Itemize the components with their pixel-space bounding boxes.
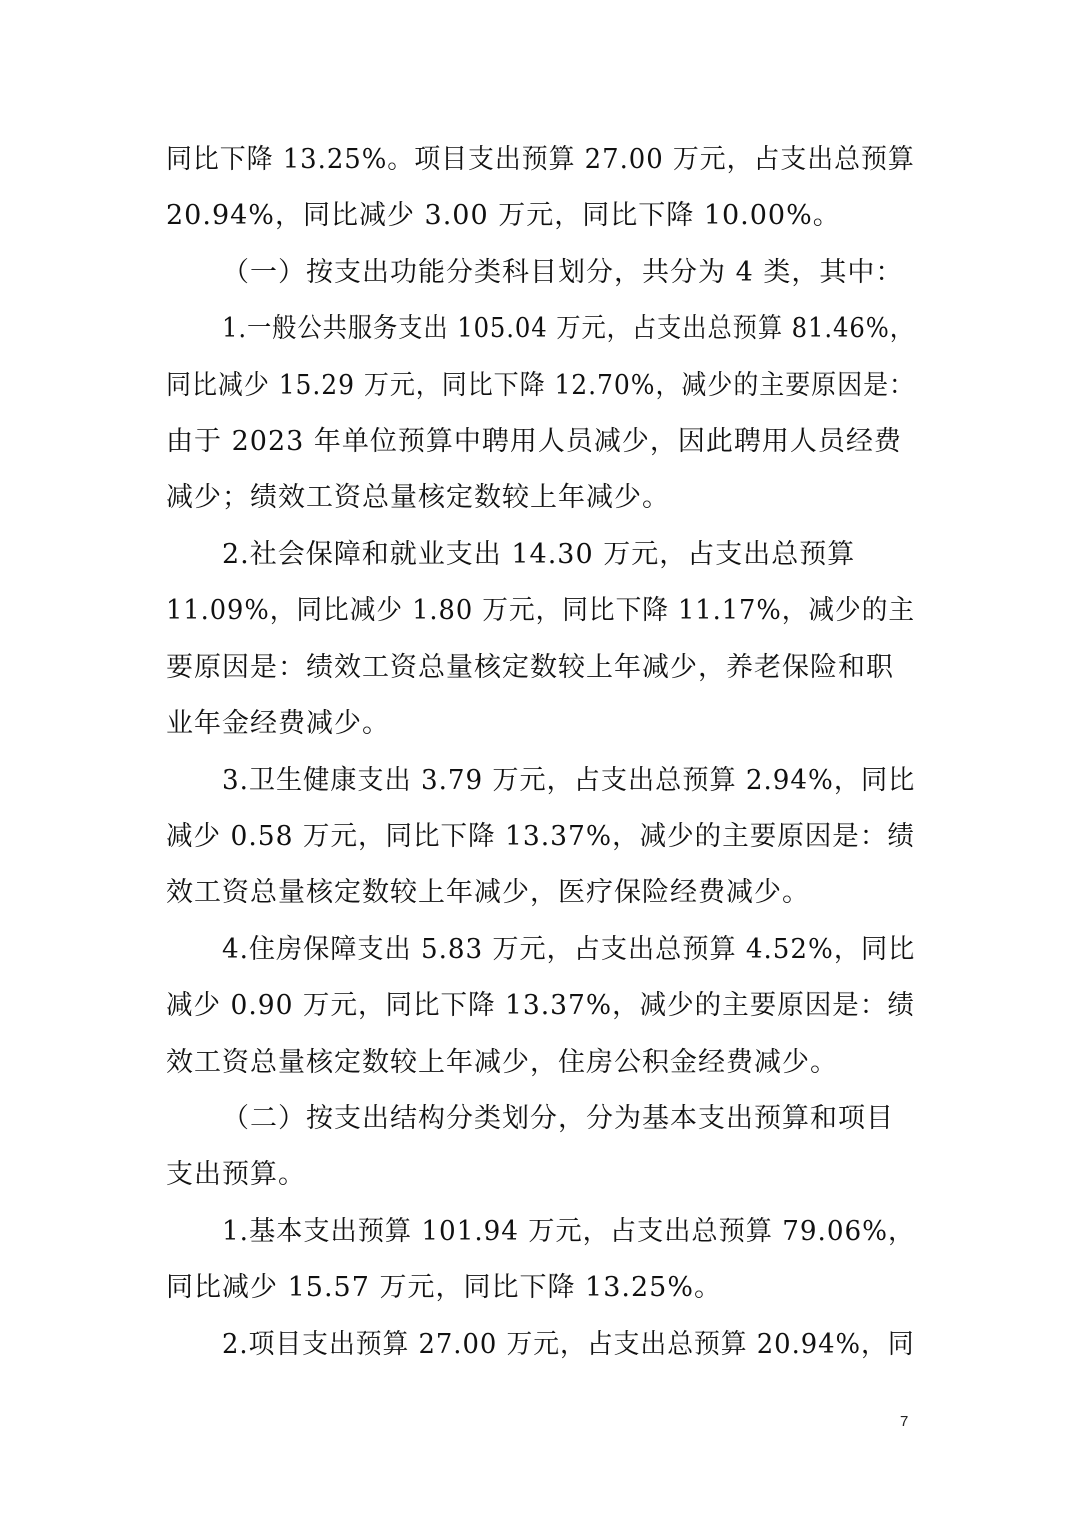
section-heading-structural: （二）按支出结构分类划分，分为基本支出预算和项目 [222,1103,894,1134]
paragraph-line: 2.项目支出预算 27.00 万元，占支出总预算 20.94%，同 [222,1329,915,1360]
section-heading-functional: （一）按支出功能分类科目划分，共分为 4 类，其中： [222,257,904,288]
paragraph-line: 3.卫生健康支出 3.79 万元，占支出总预算 2.94%，同比 [222,765,916,796]
paragraph-line: 4.住房保障支出 5.83 万元，占支出总预算 4.52%，同比 [222,934,916,965]
paragraph-line: 由于 2023 年单位预算中聘用人员减少，因此聘用人员经费 [166,426,902,457]
paragraph-line: 效工资总量核定数较上年减少，住房公积金经费减少。 [166,1047,838,1078]
paragraph-line: 支出预算。 [166,1159,306,1190]
paragraph-line: 同比下降 13.25%。项目支出预算 27.00 万元，占支出总预算 [166,144,915,175]
paragraph-line: 同比减少 15.57 万元，同比下降 13.25%。 [166,1272,722,1303]
paragraph-line: 1.基本支出预算 101.94 万元，占支出总预算 79.06%， [222,1216,916,1247]
paragraph-line: 1.一般公共服务支出 105.04 万元，占支出总预算 81.46%， [222,313,915,344]
paragraph-line: 2.社会保障和就业支出 14.30 万元，占支出总预算 [222,539,856,570]
paragraph-line: 11.09%，同比减少 1.80 万元，同比下降 11.17%，减少的主 [166,595,916,626]
paragraph-line: 业年金经费减少。 [166,708,390,739]
paragraph-line: 减少 0.58 万元，同比下降 13.37%，减少的主要原因是：绩 [166,821,915,852]
paragraph-line: 同比减少 15.29 万元，同比下降 12.70%，减少的主要原因是： [166,370,916,401]
paragraph-line: 20.94%，同比减少 3.00 万元，同比下降 10.00%。 [166,200,841,231]
page-number: 7 [900,1413,909,1430]
paragraph-line: 要原因是：绩效工资总量核定数较上年减少，养老保险和职 [166,652,894,683]
paragraph-line: 减少 0.90 万元，同比下降 13.37%，减少的主要原因是：绩 [166,990,915,1021]
paragraph-line: 效工资总量核定数较上年减少，医疗保险经费减少。 [166,877,810,908]
paragraph-line: 减少；绩效工资总量核定数较上年减少。 [166,482,670,513]
